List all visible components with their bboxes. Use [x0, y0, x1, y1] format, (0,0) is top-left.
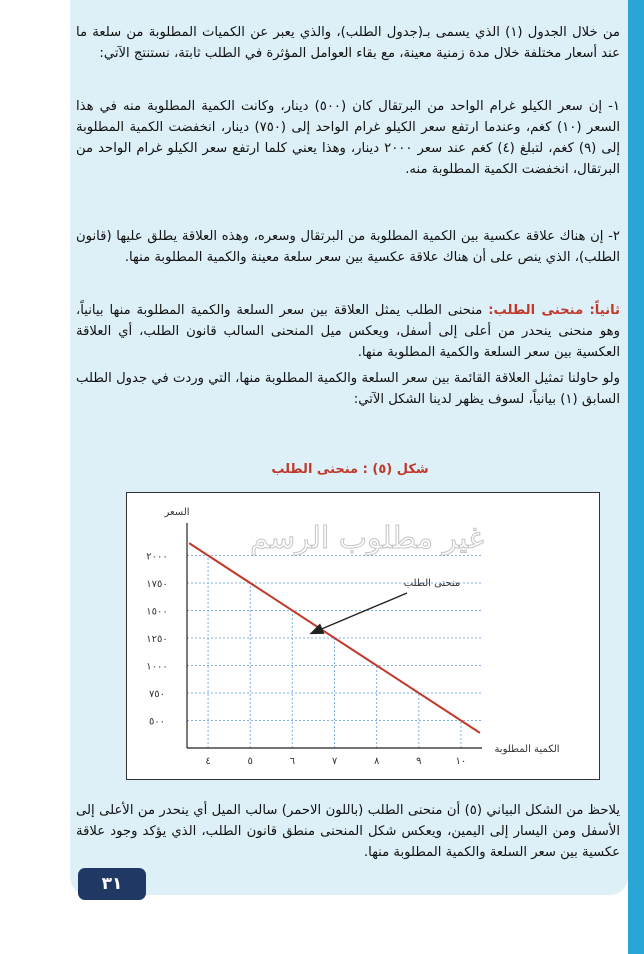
intro-text: من خلال الجدول (١) الذي يسمى بـ(جدول الطلب)، والذي يعبر عن الكميات المطلوبة من سلعة ما عند أسعار مختلفة خلال مدة زمنية معينة، مع بقاء العوامل المؤثرة في الطلب ثابتة، نستنتج الآتي: — [76, 25, 620, 61]
point-one — [76, 96, 620, 180]
note-paragraph — [76, 800, 620, 863]
y-tick-label: ١٢٥٠ — [146, 634, 168, 645]
x-tick-labels — [205, 756, 466, 767]
side-color-bar — [628, 0, 644, 954]
x-tick-label: ١٠ — [455, 756, 467, 767]
y-tick-label: ١٥٠٠ — [146, 606, 168, 618]
y-tick-label: ٥٠٠ — [148, 716, 166, 728]
demand-chart — [126, 492, 600, 780]
y-tick-label: ١٠٠٠ — [146, 661, 168, 673]
curve-label-arrow — [312, 593, 407, 633]
x-axis-label: الكمية المطلوبة — [494, 744, 560, 755]
x-tick-label: ٩ — [416, 756, 422, 767]
second-section-text: منحنى الطلب يمثل العلاقة بين سعر السلعة والكمية المطلوبة منها بيانياً، وهو منحنى ينحدر من أعلى إلى أسفل، ويعكس ميل المنحنى السالب قانون الطلب، أي العلاقة العكسية بين سعر السلعة والكمية المطلوبة منها. — [76, 303, 620, 360]
page-number: ٣١ — [78, 868, 146, 900]
point-one-text: ١- إن سعر الكيلو غرام الواحد من البرتقال كان (٥٠٠) دينار، وكانت الكمية المطلوبة منه في هذا السعر (١٠) كغم، وعندما ارتفع سعر الكيلو غرام الواحد إلى (٧٥٠) دينار، انخفضت الكمية المطلوبة إلى (٩) كغم، لتبلغ (٤) كغم عند سعر ٢٠٠٠ دينار، وهذا يعني كلما ارتفع سعر الكيلو غرام الواحد من البرتقال، انخفضت الكمية المطلوبة منه. — [76, 99, 620, 177]
y-axis-label: السعر — [164, 507, 190, 518]
attempt-paragraph — [76, 368, 620, 410]
y-tick-label: ٢٠٠٠ — [146, 551, 168, 563]
point-two — [76, 226, 620, 268]
x-tick-label: ٦ — [289, 756, 296, 767]
y-tick-labels — [146, 552, 167, 728]
second-section-label: ثانياً: منحنى الطلب: — [488, 303, 620, 318]
second-section — [76, 300, 620, 363]
curve-label: منحنى الطلب — [403, 578, 461, 589]
intro-paragraph — [76, 22, 620, 64]
figure-title: شكل (٥) : منحنى الطلب — [271, 462, 429, 477]
x-tick-label: ٥ — [247, 756, 253, 767]
demand-chart-svg — [127, 493, 599, 779]
y-tick-label: ١٧٥٠ — [146, 579, 168, 590]
watermark-text: غير مطلوب الرسم — [250, 521, 484, 556]
x-tick-label: ٤ — [205, 756, 211, 767]
x-tick-label: ٧ — [331, 756, 338, 767]
attempt-text: ولو حاولنا تمثيل العلاقة القائمة بين سعر السلعة والكمية المطلوبة منها، التي وردت في جدول الطلب السابق (١) بيانياً، لسوف يظهر لدينا الشكل الآتي: — [76, 371, 620, 407]
x-tick-label: ٨ — [373, 756, 380, 767]
y-tick-label: ٧٥٠ — [148, 689, 166, 700]
note-text: يلاحظ من الشكل البياني (٥) أن منحنى الطلب (باللون الاحمر) سالب الميل أي ينحدر من الأعلى إلى الأسفل ومن اليسار إلى اليمين، ويعكس شكل المنحنى منطق قانون الطلب، الذي يؤكد وجود علاقة عكسية بين سعر السلعة والكمية المطلوبة منها. — [76, 803, 621, 860]
point-two-text: ٢- إن هناك علاقة عكسية بين الكمية المطلوبة من البرتقال وسعره، وهذه العلاقة يطلق عليها (قانون الطلب)، الذي ينص على أن هناك علاقة عكسية بين سعر سلعة معينة والكمية المطلوبة منها. — [76, 229, 620, 265]
